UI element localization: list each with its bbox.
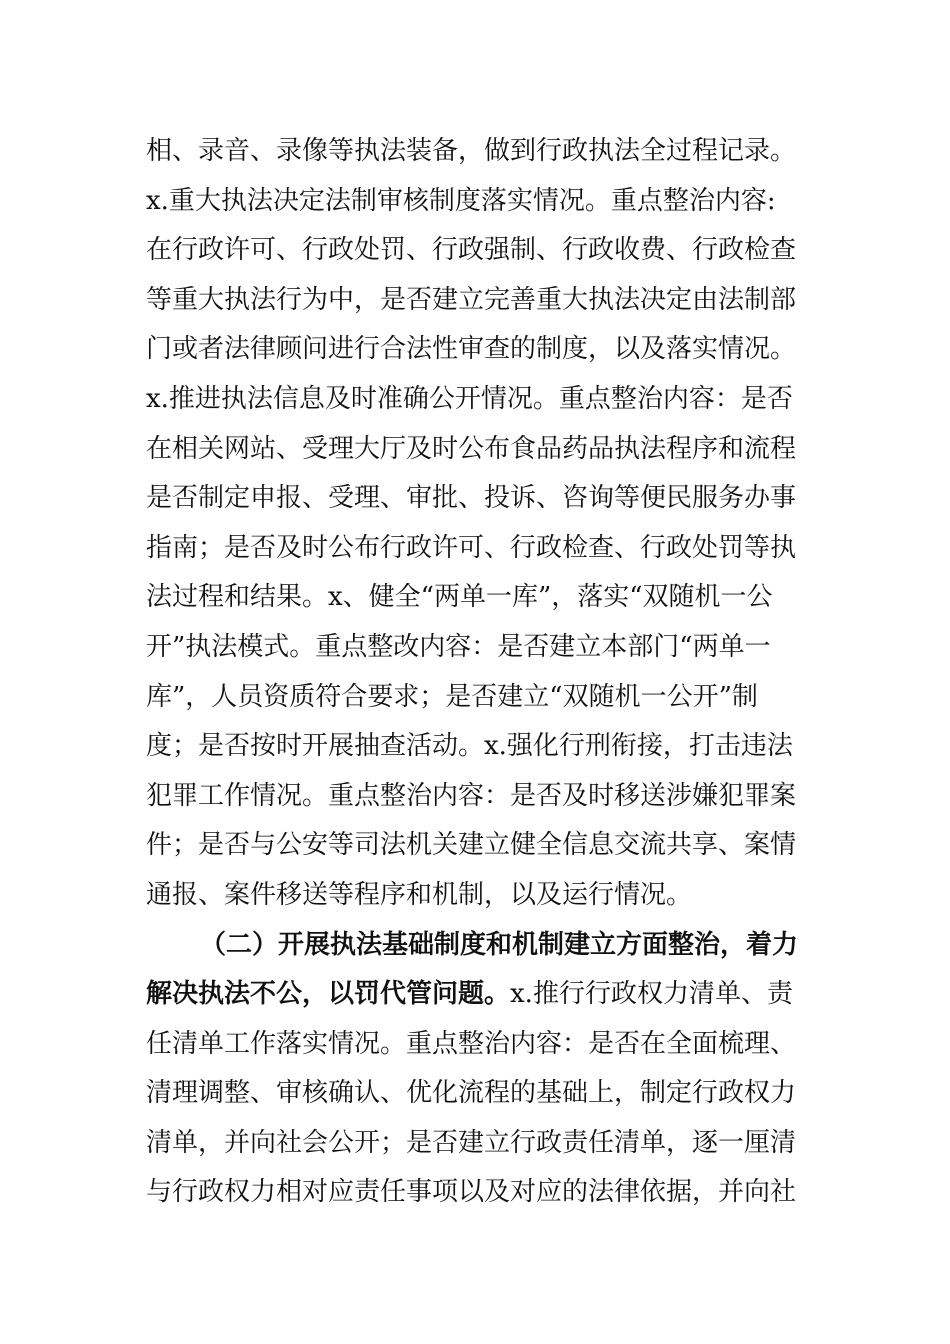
text-line: 件；是否与公安等司法机关建立健全信息交流共享、案情 [146, 830, 797, 861]
document-body [146, 127, 806, 1218]
section-heading-bold: 解决执法不公，以罚代管问题。 [146, 979, 511, 1010]
text-line: x.推进执法信息及时准确公开情况。重点整治内容：是否 [146, 383, 793, 414]
text-line: 等重大执法行为中，是否建立完善重大执法决定由法制部 [146, 284, 797, 315]
text-line: 门或者法律顾问进行合法性审查的制度，以及落实情况。 [146, 334, 797, 365]
section-heading-continuation [146, 970, 806, 1020]
text-line: 开”执法模式。重点整改内容：是否建立本部门“两单一 [146, 631, 771, 662]
text-line: 在相关网站、受理大厅及时公布食品药品执法程序和流程 [146, 433, 797, 464]
text-line: 任清单工作落实情况。重点整治内容：是否在全面梳理、 [146, 1028, 797, 1059]
section-heading: （二）开展执法基础制度和机制建立方面整治，着力 [200, 929, 799, 960]
text-line: 犯罪工作情况。重点整治内容：是否及时移送涉嫌犯罪案 [146, 780, 797, 811]
text-line: 与行政权力相对应责任事项以及对应的法律依据，并向社 [146, 1177, 797, 1208]
text-line: x.重大执法决定法制审核制度落实情况。重点整治内容: [146, 185, 776, 216]
text-line: 清单，并向社会公开；是否建立行政责任清单，逐一厘清 [146, 1127, 797, 1158]
text-line: 是否制定申报、受理、审批、投诉、咨询等便民服务办事 [146, 483, 797, 514]
text-line: 度；是否按时开展抽查活动。x.强化行刑衔接，打击违法 [146, 731, 793, 762]
text-line: 在行政许可、行政处罚、行政强制、行政收费、行政检查 [146, 235, 797, 266]
text-line: 库”，人员资质符合要求；是否建立“双随机一公开”制 [146, 681, 758, 712]
text-line: 相、录音、录像等执法装备，做到行政执法全过程记录。 [146, 136, 797, 166]
text-line: 通报、案件移送等程序和机制，以及运行情况。 [146, 879, 693, 910]
text-line: 指南；是否及时公布行政许可、行政检查、行政处罚等执 [146, 532, 797, 563]
text-line: 法过程和结果。x、健全“两单一库”，落实“双随机一公 [146, 582, 773, 613]
text-line: 清理调整、审核确认、优化流程的基础上，制定行政权力 [146, 1078, 797, 1109]
section-heading-rest: x.推行行政权力清单、责 [510, 979, 793, 1010]
